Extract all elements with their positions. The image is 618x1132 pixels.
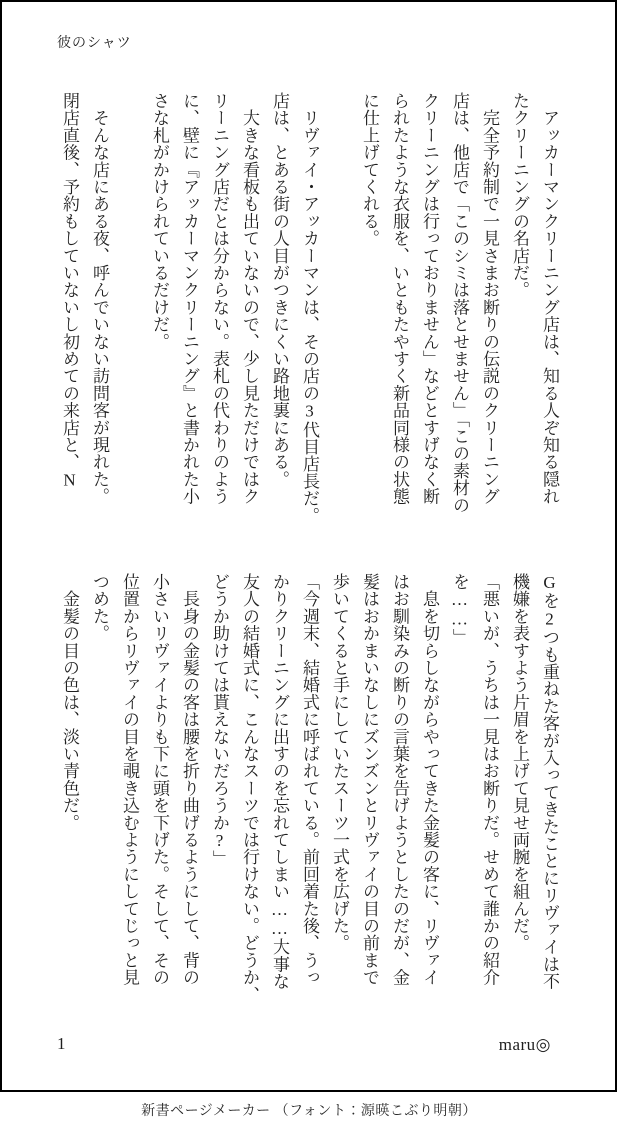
text-line: そんな店にある夜、呼んでいない訪問客が現れた。 [90, 92, 109, 505]
generator-credit: 新書ページメーカー （フォント：源暎こぶり明朝） [141, 1104, 477, 1119]
text-block-upper [54, 92, 564, 524]
text-line: 「今週末、結婚式に呼ばれている。前回着た後、うっ [300, 573, 319, 986]
text-line: 「悪いが、うちは一見はお断りだ。せめて誰かの紹介 [480, 573, 499, 986]
text-line: はお馴染みの断りの言葉を告げようとしたのだが、金 [390, 573, 409, 986]
text-line: たクリーニングの名店だ。 [510, 92, 529, 299]
author-credit: maru◎ [498, 1035, 551, 1054]
text-line: 長身の金髪の客は腰を折り曲げるようにして、背の [180, 573, 199, 986]
text-line: を……」 [450, 573, 469, 646]
page-number: 1 [57, 1034, 66, 1053]
text-line: られたような衣服を、いともたやすく新品同様の状態 [390, 92, 409, 505]
text-line: リーニング店だとは分からない。表札の代わりのよう [210, 92, 229, 505]
text-line [114, 92, 144, 512]
text-block-lower [54, 573, 564, 1003]
text-line: 店は、他店で「このシミは落とせません」「この素材の [450, 92, 469, 514]
text-line: 完全予約制で一見さまお断りの伝説のクリーニング [480, 92, 499, 505]
text-line: クリーニングは行っておりません」などとすげなく断 [420, 92, 439, 505]
text-line [324, 92, 354, 512]
text-line: 閉店直後、予約もしていないし初めての来店と、N [60, 92, 79, 490]
text-line: つめた。 [90, 573, 109, 642]
text-line: 金髪の目の色は、淡い青色だ。 [60, 573, 79, 831]
text-line: Gを2つも重ねた客が入ってきたことにリヴァイは不 [540, 573, 559, 990]
text-line: リヴァイ・アッカーマンは、その店の3代目店長だ。 [300, 92, 319, 524]
text-line: 息を切らしながらやってきた金髪の客に、リヴァイ [420, 573, 439, 986]
text-line: さな札がかけられているだけだ。 [150, 92, 169, 350]
text-line: 店は、とある街の人目がつきにくい路地裏にある。 [270, 92, 289, 488]
text-line: 位置からリヴァイの目を覗き込むようにしてじっと見 [120, 573, 139, 986]
text-line: 機嫌を表すよう片眉を上げて見せ両腕を組んだ。 [510, 573, 529, 952]
text-line: どうか助けては貰えないだろうか?」 [210, 573, 229, 868]
text-line: 大きな看板も出ていないので、少し見ただけではク [240, 92, 259, 505]
text-line: に、壁に『アッカーマンクリーニング』と書かれた小 [180, 92, 199, 505]
text-line: 髪はおかまいなしにズンズンとリヴァイの目の前まで [360, 573, 379, 986]
text-line: アッカーマンクリーニング店は、知る人ぞ知る隠れ [540, 92, 559, 505]
text-line: かりクリーニングに出すのを忘れてしまい……大事な [270, 573, 289, 990]
text-line: 友人の結婚式に、こんなスーツでは行けない。どうか、 [240, 573, 259, 1003]
text-line: 歩いてくると手にしていたスーツ一式を広げた。 [330, 573, 349, 952]
text-line: に仕上げてくれる。 [360, 92, 379, 247]
text-line: 小さいリヴァイよりも下に頭を下げた。そして、その [150, 573, 169, 986]
page-title: 彼のシャツ [57, 36, 132, 51]
